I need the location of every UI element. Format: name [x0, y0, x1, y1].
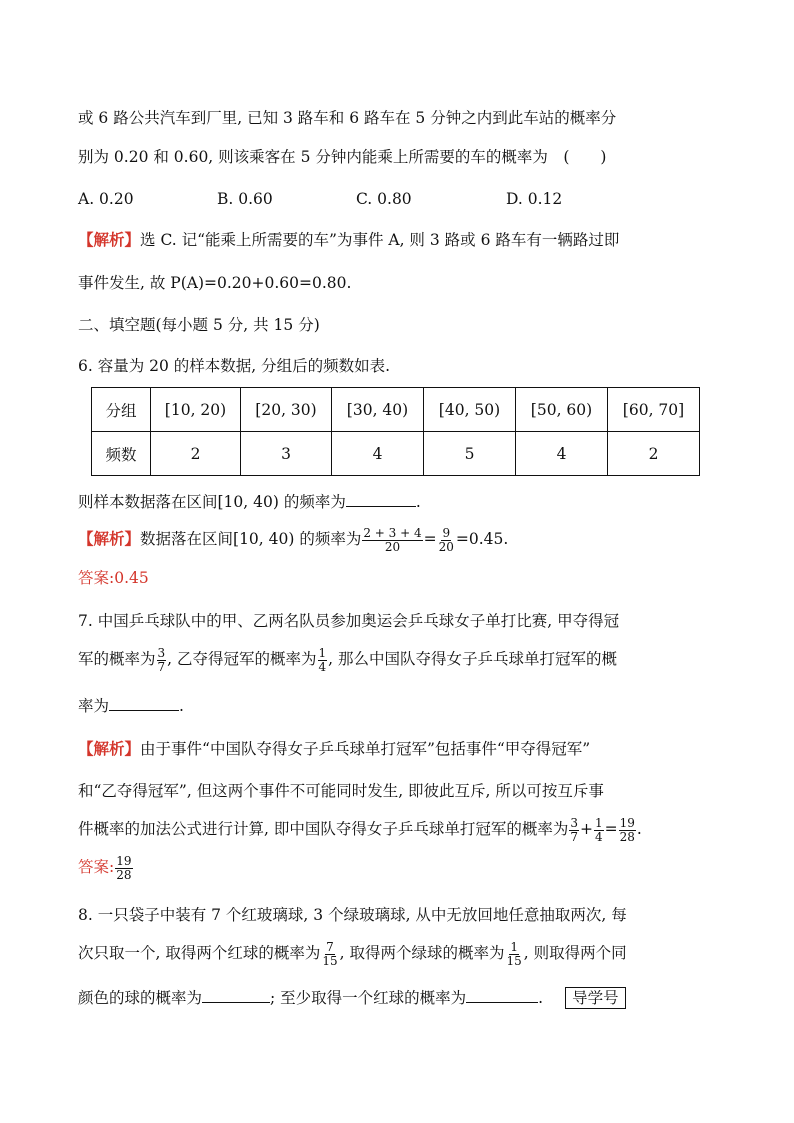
fraction-numerator: 1	[318, 645, 327, 660]
guide-number-box: 导学号	[565, 987, 626, 1009]
fraction-numerator: 7	[326, 939, 334, 954]
fraction-denominator: 7	[570, 829, 578, 844]
table-cell: 2	[608, 432, 700, 476]
answer-label: 答案:	[78, 858, 115, 876]
table-cell: 4	[516, 432, 608, 476]
q7-text: .	[179, 697, 184, 715]
fraction	[157, 647, 167, 674]
fraction	[594, 817, 604, 844]
q7-analysis-line2: 和“乙夺得冠军”, 但这两个事件不可能同时发生, 即彼此互斥, 所以可按互斥事	[78, 782, 604, 800]
table-cell: [40, 50)	[424, 388, 516, 432]
fraction	[569, 817, 579, 844]
analysis-tag: 【解析】	[78, 230, 141, 249]
fraction-denominator: 4	[595, 829, 603, 844]
q5-option-c: C. 0.80	[356, 190, 412, 208]
q7-line2	[78, 644, 617, 674]
fraction-numerator: 1	[595, 815, 603, 830]
fraction-denominator: 28	[619, 829, 635, 844]
q7-answer	[78, 852, 134, 882]
frequency-table	[91, 387, 700, 476]
table-row-label: 频数	[92, 432, 151, 476]
q5-option-a: A. 0.20	[78, 190, 134, 208]
q5-analysis-text1: 选 C. 记“能乘上所需要的车”为事件 A, 则 3 路或 6 路车有一辆路过即	[140, 231, 620, 249]
fraction-denominator: 4	[318, 659, 327, 674]
table-row-counts	[92, 432, 700, 476]
q8-text: , 取得两个绿球的概率为	[339, 944, 505, 962]
answer-fraction	[115, 855, 132, 882]
q5-option-b: B. 0.60	[217, 190, 273, 208]
equals-sign: =	[423, 530, 437, 548]
section-heading: 二、填空题(每小题 5 分, 共 15 分)	[78, 316, 320, 334]
q6-question-text: 则样本数据落在区间[10, 40) 的频率为	[78, 493, 346, 511]
q5-line2: 别为 0.20 和 0.60, 则该乘客在 5 分钟内能乘上所需要的车的概率为 ( )	[78, 148, 607, 166]
q7-analysis-text: 由于事件“中国队夺得女子乒乓球单打冠军”包括事件“甲夺得冠军”	[140, 740, 591, 758]
q6-question	[78, 490, 421, 513]
fraction	[321, 941, 338, 968]
q5-line1: 或 6 路公共汽车到厂里, 已知 3 路车和 6 路车在 5 分钟之内到此车站的概率分	[78, 109, 617, 127]
fraction	[506, 941, 523, 968]
analysis-tag: 【解析】	[78, 739, 141, 758]
q8-line1: 8. 一只袋子中装有 7 个红玻璃球, 3 个绿玻璃球, 从中无放回地任意抽取两次, 每	[78, 906, 627, 924]
q7-text: , 乙夺得冠军的概率为	[167, 650, 317, 668]
q8-text: 次只取一个, 取得两个红球的概率为	[78, 944, 321, 962]
table-cell: 4	[332, 432, 424, 476]
table-cell: [20, 30)	[241, 388, 332, 432]
q7-line1: 7. 中国乒乓球队中的甲、乙两名队员参加奥运会乒乓球女子单打比赛, 甲夺得冠	[78, 612, 620, 630]
fraction-numerator: 19	[116, 853, 132, 868]
q7-analysis-line1	[78, 738, 590, 760]
table-row-groups	[92, 388, 700, 432]
answer-label: 答案:	[78, 569, 115, 587]
fraction-denominator: 28	[116, 867, 132, 882]
fraction-denominator: 20	[438, 539, 454, 554]
q8-text: .	[538, 989, 544, 1007]
answer-blank[interactable]	[109, 694, 179, 711]
q6-answer	[78, 567, 149, 589]
fraction-numerator: 3	[157, 645, 166, 660]
q7-text: 军的概率为	[78, 650, 156, 668]
answer-blank[interactable]	[202, 986, 270, 1003]
q8-line3	[78, 986, 626, 1009]
table-row-label: 分组	[92, 388, 151, 432]
q6-analysis-text: 数据落在区间[10, 40) 的频率为	[140, 530, 362, 548]
q8-text: ; 至少取得一个红球的概率为	[270, 989, 467, 1007]
q7-text: 率为	[78, 697, 110, 715]
fraction-numerator: 19	[619, 815, 635, 830]
fraction	[619, 817, 636, 844]
fraction-numerator: 9	[442, 525, 451, 540]
q7-line3	[78, 694, 184, 717]
table-cell: 3	[241, 432, 332, 476]
q6-stem: 6. 容量为 20 的样本数据, 分组后的频数如表.	[78, 357, 391, 375]
q8-line2	[78, 938, 627, 968]
q5-analysis-line2: 事件发生, 故 P(A)=0.20+0.60=0.80.	[78, 274, 352, 292]
fraction-denominator: 15	[322, 953, 338, 968]
fraction	[318, 647, 328, 674]
q6-analysis	[78, 524, 508, 554]
analysis-tag: 【解析】	[78, 529, 141, 548]
fraction-denominator: 20	[384, 539, 401, 554]
table-cell: [30, 40)	[332, 388, 424, 432]
q8-text: , 则取得两个同	[523, 944, 627, 962]
fraction-numerator: 2 + 3 + 4	[363, 525, 422, 540]
q7-analysis-end: .	[636, 820, 642, 838]
table-cell: [50, 60)	[516, 388, 608, 432]
table-cell: 2	[151, 432, 241, 476]
fraction-numerator: 3	[570, 815, 578, 830]
fraction	[438, 527, 455, 554]
equals-sign: =	[604, 820, 618, 838]
answer-blank[interactable]	[346, 490, 416, 507]
q7-analysis-line3	[78, 814, 642, 844]
table-cell: [60, 70]	[608, 388, 700, 432]
q5-option-d: D. 0.12	[506, 190, 563, 208]
table-cell: [10, 20)	[151, 388, 241, 432]
fraction	[362, 527, 422, 554]
plus-sign: +	[580, 820, 593, 838]
fraction-numerator: 1	[510, 939, 518, 954]
q7-text: , 那么中国队夺得女子乒乓球单打冠军的概	[328, 650, 618, 668]
fraction-denominator: 7	[157, 659, 166, 674]
q6-analysis-end: =0.45.	[455, 530, 509, 548]
fraction-denominator: 15	[506, 953, 522, 968]
answer-blank[interactable]	[466, 986, 538, 1003]
table-cell: 5	[424, 432, 516, 476]
q8-text: 颜色的球的概率为	[78, 989, 203, 1007]
answer-value: 0.45	[114, 569, 149, 587]
q6-question-end: .	[415, 493, 421, 511]
q5-analysis-line1	[78, 229, 619, 251]
q7-analysis-text: 件概率的加法公式进行计算, 即中国队夺得女子乒乓球单打冠军的概率为	[78, 820, 569, 838]
